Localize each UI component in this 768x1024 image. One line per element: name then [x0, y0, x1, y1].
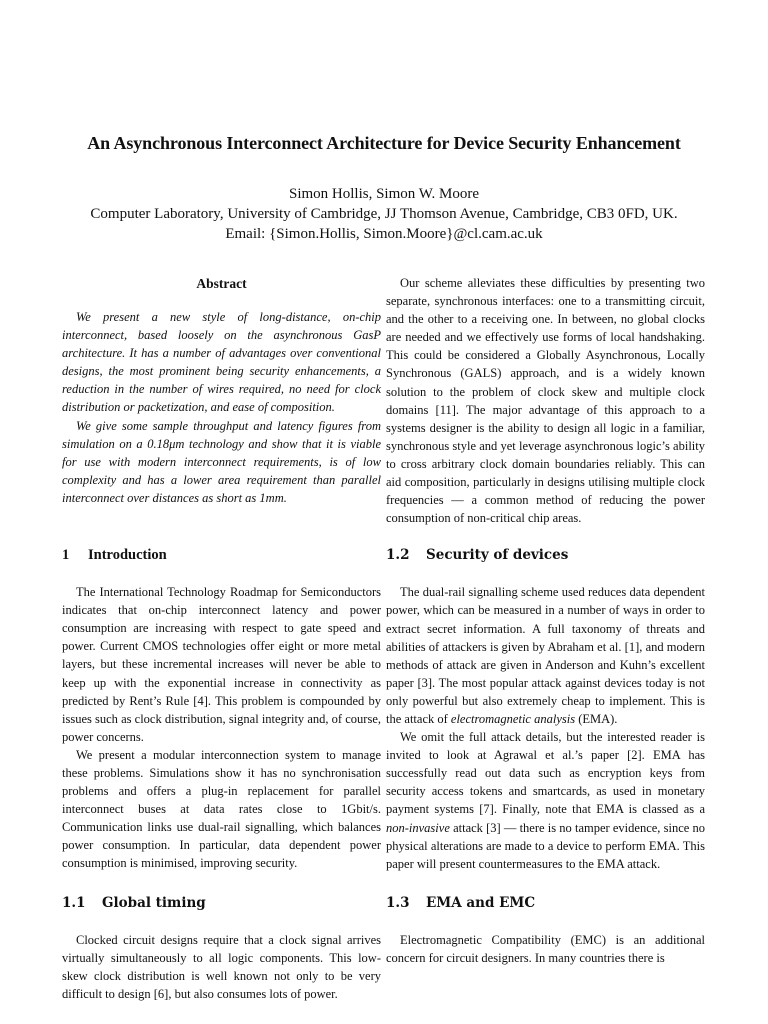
text-run: attack [3] — there is no tamper evidence, since no physical alterations are made to a device to perform EMA. This paper will present countermeasures to the EMA attack. — [386, 820, 705, 871]
subsection-title: EMA and EMC — [426, 894, 536, 911]
introduction-section — [62, 545, 381, 873]
author-names: Simon Hollis, Simon W. Moore — [288, 186, 480, 202]
security-section — [386, 545, 705, 873]
author-affiliation: Computer Laboratory, University of Cambridge, JJ Thomson Avenue, Cambridge, CB3 0FD, UK. — [90, 206, 678, 222]
body-paragraph: We present a modular interconnection system to manage these problems. Simulations show it has no synchronisation problems and offers a plug-in replacement for parallel interconnect buses at data rates close to 1Gbit/s. Communication links use dual-rail signalling, which balances power consumption. In particular, data dependent power consumption is minimised, improving security. — [62, 747, 381, 871]
subsection-heading — [386, 545, 705, 565]
subsection-number: 1.1 — [62, 894, 86, 911]
section-heading — [62, 545, 381, 565]
paper-title: An Asynchronous Interconnect Architecture for Device Security Enhancement — [87, 133, 681, 153]
ema-emc-section — [386, 893, 705, 967]
right-column — [386, 274, 705, 967]
section-number: 1 — [62, 547, 70, 564]
subsection-heading — [386, 893, 705, 913]
abstract-heading: Abstract — [196, 276, 247, 291]
section-title: Introduction — [88, 547, 167, 564]
emphasized-text: non-invasive — [386, 820, 450, 835]
body-paragraph: Clocked circuit designs require that a clock signal arrives virtually simultaneously to all logic components. This low-skew clock distribution is well known not only to be very difficult to design [6], but also consumes lots of power. — [62, 932, 381, 1001]
subsection-title: Global timing — [102, 894, 206, 911]
body-paragraph: The International Technology Roadmap for Semiconductors indicates that on-chip interconnect latency and power consumption are increasing with respect to gate speed and power. Current CMOS technologies offer eight or more metal layers, but these incremental increases will never be able to keep up with the exponential increase in connectivity as predicted by Rent’s Rule [4]. This problem is compounded by issues such as clock distribution, signal integrity and, of course, power concerns. — [62, 585, 381, 744]
abstract-section — [62, 274, 381, 507]
body-paragraph — [386, 728, 705, 873]
body-paragraph: Electromagnetic Compatibility (EMC) is an additional concern for circuit designers. In many countries there is — [386, 932, 705, 965]
subsection-number: 1.3 — [386, 894, 410, 911]
subsection-number: 1.2 — [386, 547, 410, 564]
text-run: The dual-rail signalling scheme used reduces data dependent power, which can be measured in a number of ways in order to extract secret information. A full taxonomy of threats and abilities of attackers is given by Abraham et al. [1], and modern methods of attack are given in Anderson and Kuhn’s excellent paper [3]. The most popular attack against devices today is not only powerful but also extremely cheap to implement. This is the attack of — [386, 585, 705, 726]
global-timing-section — [62, 893, 381, 1003]
left-column — [62, 274, 381, 1003]
author-block — [40, 184, 728, 244]
author-email: Email: {Simon.Hollis, Simon.Moore}@cl.cam.ac.uk — [225, 226, 543, 242]
body-paragraph: Our scheme alleviates these difficulties by presenting two separate, synchronous interfaces: one to a transmitting circuit, and the other to a receiving one. In between, no global clocks are needed and we effectively use forms of local handshaking. This could be considered a Globally Asynchronous, Locally Synchronous (GALS) approach, and is a widely known solution to the problem of clock skew and multiple clock domains [11]. The major advantage of this approach to a systems designer is the ability to design all logic in a familiar, synchronous style and yet leverage asynchronous logic’s ability to cross arbitrary clock domain boundaries reliably. This can aid composition, particularly in designs utilising multiple clock frequencies — a common method of reducing the power consumption of non-critical chip areas. — [386, 276, 705, 526]
abstract-paragraph: We give some sample throughput and latency figures from simulation on a 0.18μm technology and show that it is viable for use with modern interconnect requirements, is of low complexity and has a lower area requirement than parallel interconnect over distances as short as 1mm. — [62, 418, 381, 505]
text-run: (EMA). — [575, 711, 618, 726]
text-run: We omit the full attack details, but the interested reader is invited to look at Agrawal et al.’s paper [2]. EMA has successfully read out data such as encryption keys from security access tokens and smartcards, as used in monetary payment systems [7]. Finally, note that EMA is classed as a — [386, 730, 705, 817]
subsection-heading — [62, 893, 381, 913]
subsection-title: Security of devices — [426, 547, 569, 564]
emphasized-text: electromagnetic analysis — [450, 711, 576, 726]
body-paragraph — [386, 583, 705, 728]
abstract-paragraph: We present a new style of long-distance, on-chip interconnect, based loosely on the asynchronous GasP architecture. It has a number of advantages over conventional designs, the most prominent being security enhancements, a reduction in the number of wires required, no need for clock distribution or packetization, and ease of composition. — [62, 310, 381, 415]
